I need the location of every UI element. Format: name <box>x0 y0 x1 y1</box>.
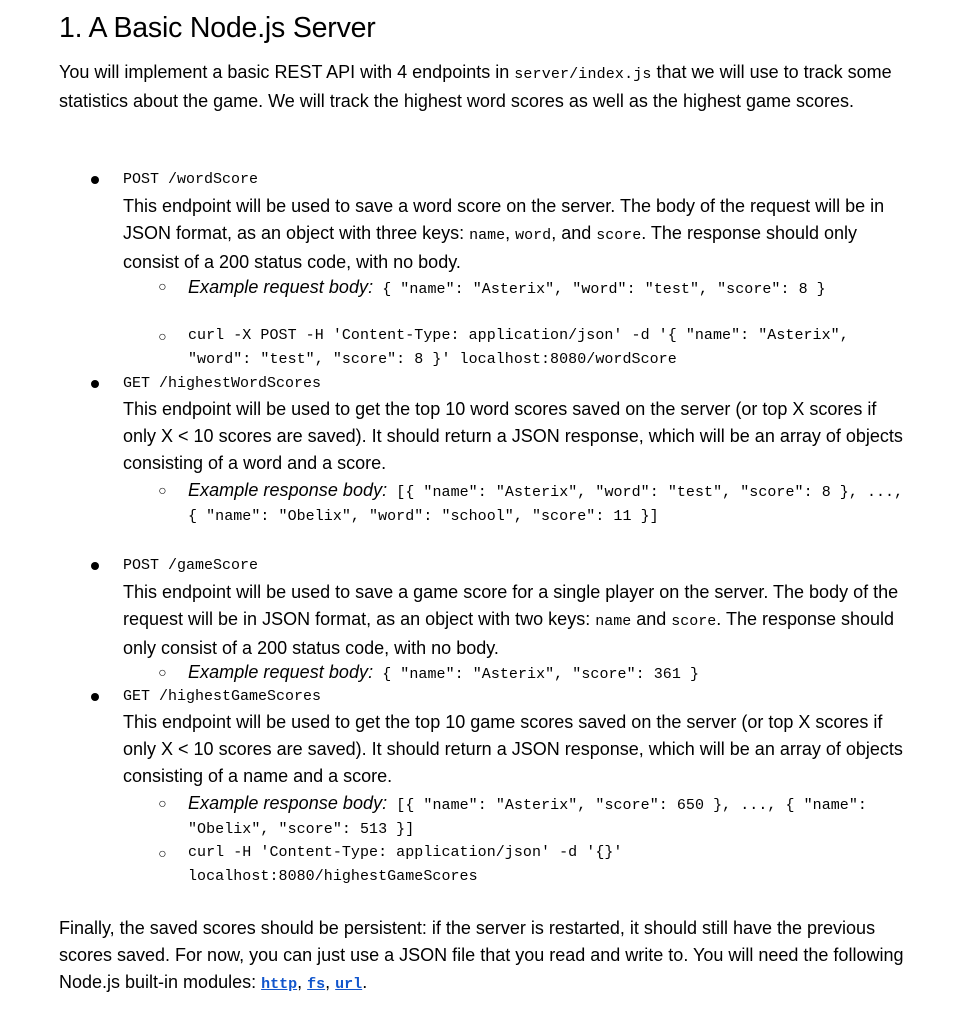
json-key-code: name <box>469 227 506 244</box>
http-module-link[interactable]: http <box>261 976 298 993</box>
final-paragraph <box>59 915 919 998</box>
endpoint-description <box>123 579 913 662</box>
example-code: [{ "name": "Asterix", "word": "test", "score": 8 }, ..., { "name": "Obelix", "word": "school", "score": 11 }] <box>188 484 904 525</box>
sub-bullet-icon: ○ <box>158 664 167 680</box>
endpoint-route: GET /highestWordScores <box>123 375 322 392</box>
bullet-icon <box>91 380 99 388</box>
endpoint-description: This endpoint will be used to get the top 10 word scores saved on the server (or top X scores if only X < 10 scores are saved). It should return a JSON response, which will be an array of objects consisting of a word and a score. <box>123 399 903 473</box>
separator-text: and <box>631 609 672 629</box>
url-module-link[interactable]: url <box>335 976 363 993</box>
bullet-icon <box>91 176 99 184</box>
separator-text: , <box>505 223 516 243</box>
period-text: . <box>362 972 368 992</box>
file-path-code: server/index.js <box>514 66 652 83</box>
json-key-code: score <box>596 227 642 244</box>
example-label: Example response body: <box>188 480 388 500</box>
example-code: [{ "name": "Asterix", "score": 650 }, ..., { "name": "Obelix", "score": 513 }] <box>188 797 867 838</box>
example-request-body <box>188 660 908 687</box>
final-text: Finally, the saved scores should be persistent: if the server is restarted, it should still have the previous scores saved. For now, you can just use a JSON file that you read and write to. You will need the following Node.js built-in modules: <box>59 918 904 992</box>
bullet-icon <box>91 562 99 570</box>
sub-bullet-icon: ○ <box>158 795 167 811</box>
bullet-icon <box>91 693 99 701</box>
example-label: Example request body: <box>188 277 374 297</box>
json-key-code: word <box>515 227 552 244</box>
intro-paragraph <box>59 59 919 115</box>
intro-text-before: You will implement a basic REST API with 4 endpoints in <box>59 62 515 82</box>
desc-text: This endpoint will be used to save a game score for a single player on the server. The body of the request will be in JSON format, as an object with two keys: <box>123 582 899 629</box>
endpoint-route: POST /gameScore <box>123 557 259 574</box>
example-request-body <box>188 275 908 302</box>
json-key-code: score <box>671 613 717 630</box>
intro-text-after: that we will use to track some statistics about the game. We will track the highest word scores as well as the highest game scores. <box>59 62 892 111</box>
curl-command: curl -X POST -H 'Content-Type: application/json' -d '{ "name": "Asterix", "word": "test", "score": 8 }' localhost:8080/wordScore <box>188 327 849 368</box>
page-title: 1. A Basic Node.js Server <box>59 12 376 44</box>
json-key-code: name <box>595 613 632 630</box>
sub-bullet-icon: ○ <box>158 278 167 294</box>
separator-text: , <box>325 972 336 992</box>
desc-text: This endpoint will be used to save a word score on the server. The body of the request will be in JSON format, as an object with three keys: <box>123 196 885 243</box>
endpoint-description <box>123 193 913 276</box>
example-response-body <box>188 478 908 529</box>
endpoint-description: This endpoint will be used to get the top 10 game scores saved on the server (or top X scores if only X < 10 scores are saved). It should return a JSON response, which will be an array of objects consisting of a name and a score. <box>123 712 903 786</box>
sub-bullet-icon: ○ <box>158 845 167 861</box>
example-response-body <box>188 791 908 842</box>
desc-text: . The response should only consist of a 200 status code, with no body. <box>123 223 858 272</box>
example-label: Example response body: <box>188 793 388 813</box>
desc-text: . The response should only consist of a 200 status code, with no body. <box>123 609 895 658</box>
example-code: { "name": "Asterix", "word": "test", "score": 8 } <box>373 281 826 298</box>
separator-text: , <box>297 972 308 992</box>
sub-bullet-icon: ○ <box>158 328 167 344</box>
example-code: { "name": "Asterix", "score": 361 } <box>373 666 700 683</box>
endpoint-route: POST /wordScore <box>123 171 259 188</box>
example-label: Example request body: <box>188 662 374 682</box>
fs-module-link[interactable]: fs <box>307 976 326 993</box>
separator-text: , and <box>551 223 597 243</box>
endpoint-route: GET /highestGameScores <box>123 688 322 705</box>
curl-command: curl -H 'Content-Type: application/json' -d '{}' localhost:8080/highestGameScores <box>188 844 623 885</box>
sub-bullet-icon: ○ <box>158 482 167 498</box>
